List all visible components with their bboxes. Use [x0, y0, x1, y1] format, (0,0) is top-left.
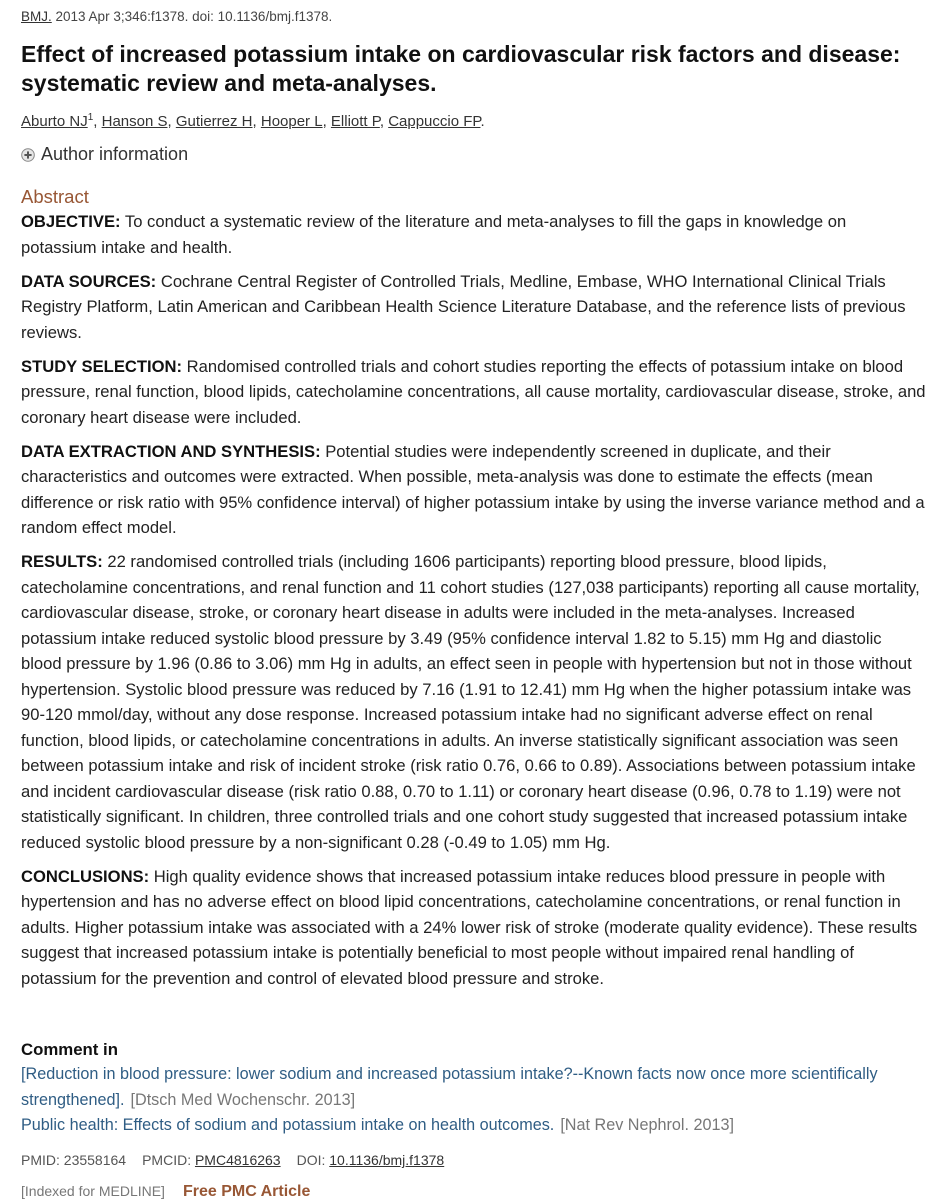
- citation-details: 2013 Apr 3;346:f1378. doi: 10.1136/bmj.f1378.: [51, 9, 333, 24]
- author-information-label[interactable]: Author information: [41, 144, 189, 164]
- abstract-sections: [21, 209, 926, 1000]
- comment-link[interactable]: [Reduction in blood pressure: lower sodium and increased potassium intake?--Known facts now once more scientifically strengthened].: [21, 1065, 878, 1109]
- article-title: Effect of increased potassium intake on cardiovascular risk factors and disease: systematic review and meta-analyses.: [21, 41, 901, 96]
- author-link[interactable]: Aburto NJ: [21, 113, 88, 130]
- plus-circle-icon[interactable]: [21, 148, 35, 162]
- doi-link[interactable]: 10.1136/bmj.f1378: [329, 1152, 445, 1168]
- abstract-section-data-sources: [21, 269, 926, 346]
- section-text: High quality evidence shows that increased potassium intake reduces blood pressure in people with hypertension and has no adverse effect on blood lipid concentrations, catecholamine concentrations, or renal function in adults. Higher potassium intake was associated with a 24% lower risk of stroke (moderate quality evidence). These results suggest that increased potassium intake is potentially beneficial to most people without impaired renal handling of potassium for the prevention and control of elevated blood pressure and stroke.: [21, 866, 918, 988]
- abstract-section-results: [21, 549, 926, 855]
- abstract-heading: Abstract: [21, 186, 89, 207]
- section-label: STUDY SELECTION:: [21, 356, 183, 376]
- indexed-for-medline: [Indexed for MEDLINE]: [21, 1183, 165, 1199]
- citation-line: [21, 9, 332, 24]
- free-pmc-article-link[interactable]: Free PMC Article: [182, 1183, 311, 1200]
- section-text: 22 randomised controlled trials (including 1606 participants) reporting blood pressure, blood lipids, catecholamine concentrations, and renal function and 11 cohort studies (127,038 participants) reporting all cause mortality, cardiovascular disease, stroke, or coronary heart disease in adults were included in the meta-analyses. Increased potassium intake reduced systolic blood pressure by 3.49 (95% confidence interval 1.82 to 5.15) mm Hg and diastolic blood pressure by 1.96 (0.86 to 3.06) mm Hg in adults, an effect seen in people with hypertension but not in those without hypertension. Systolic blood pressure was reduced by 7.16 (1.91 to 12.41) mm Hg when the higher potassium intake was 90-120 mmol/day, without any dose response. Increased potassium intake had no significant adverse effect on renal function, blood lipids, or catecholamine concentrations in adults. An inverse statistically significant association was seen between potassium intake and risk of incident stroke (risk ratio 0.76, 0.66 to 0.89). Associations between potassium intake and incident cardiovascular disease (risk ratio 0.88, 0.70 to 1.11) or coronary heart disease (0.96, 0.78 to 1.19) were not statistically significant. In children, three controlled trials and one cohort study suggested that increased potassium intake reduced systolic blood pressure by a non-significant 0.28 (-0.49 to 1.05) mm Hg.: [21, 552, 920, 852]
- abstract-section-data-extraction: [21, 439, 926, 541]
- author-link[interactable]: Hooper L: [260, 113, 323, 130]
- abstract-section-objective: [21, 209, 926, 260]
- section-text: To conduct a systematic review of the literature and meta-analyses to fill the gaps in knowledge on potassium intake and health.: [21, 212, 847, 257]
- section-text: Cochrane Central Register of Controlled Trials, Medline, Embase, WHO International Clinical Trials Registry Platform, Latin American and Caribbean Health Science Literature Database, and the reference lists of previous reviews.: [21, 271, 906, 342]
- author-link[interactable]: Gutierrez H: [175, 113, 253, 130]
- section-label: DATA EXTRACTION AND SYNTHESIS:: [21, 441, 321, 461]
- author-link[interactable]: Hanson S: [101, 113, 168, 130]
- abstract-section-conclusions: [21, 864, 926, 992]
- comment-item: [21, 1113, 926, 1139]
- pmcid-link[interactable]: PMC4816263: [194, 1152, 281, 1168]
- section-label: OBJECTIVE:: [21, 212, 121, 231]
- comment-link[interactable]: Public health: Effects of sodium and potassium intake on health outcomes.: [21, 1116, 555, 1134]
- section-label: CONCLUSIONS:: [21, 866, 150, 886]
- section-text: Randomised controlled trials and cohort studies reporting the effects of potassium intake on blood pressure, renal function, blood lipids, catecholamine concentrations, all cause mortality, cardiovascular disease, stroke, and coronary heart disease were included.: [21, 356, 926, 427]
- author-list: Aburto $NJ^1$, Hanson S, Gutierrez H, Hooper L, Elliott P, Cappuccio FP.: [21, 112, 485, 130]
- section-label: DATA SOURCES:: [21, 271, 157, 291]
- comment-source: [Nat Rev Nephrol. 2013]: [560, 1116, 734, 1134]
- abstract-section-study-selection: [21, 354, 926, 431]
- pmid-value: 23558164: [63, 1152, 127, 1168]
- comment-in-heading: Comment in: [21, 1040, 118, 1059]
- author-link[interactable]: Elliott P: [330, 113, 380, 130]
- section-text: Potential studies were independently screened in duplicate, and their characteristics and outcomes were extracted. When possible, meta-analysis was done to estimate the effects (mean difference or risk ratio with 95% confidence interval) of higher potassium intake by using the inverse variance method and a random effect model.: [21, 441, 925, 537]
- pmid-label: PMID:: [21, 1152, 64, 1168]
- journal-link[interactable]: BMJ.: [21, 9, 52, 24]
- author-information-toggle[interactable]: [21, 144, 188, 165]
- comment-item: [21, 1062, 926, 1113]
- author-link[interactable]: Cappuccio FP: [388, 113, 481, 130]
- section-label: RESULTS:: [21, 552, 103, 571]
- comment-source: [Dtsch Med Wochenschr. 2013]: [130, 1090, 356, 1109]
- author-affiliation-sup[interactable]: 1: [87, 112, 94, 123]
- pmcid-label: PMCID:: [142, 1152, 195, 1168]
- doi-label: DOI:: [296, 1152, 330, 1168]
- comment-list: [21, 1062, 926, 1139]
- footer-row: [21, 1183, 310, 1201]
- identifier-row: [21, 1152, 444, 1168]
